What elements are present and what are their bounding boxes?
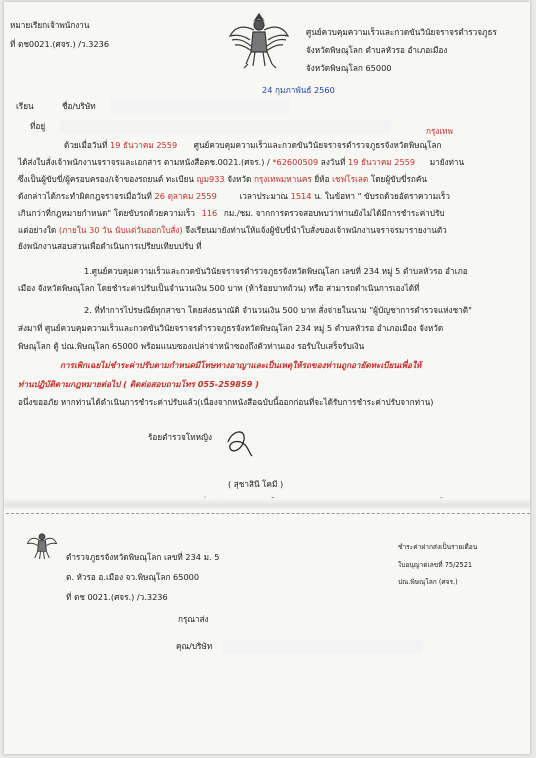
postage-permit-line-1: ชำระค่าฝากส่งเป็นรายเดือน	[398, 543, 478, 551]
text: กม./ชม. จากการตรวจสอบพบว่าท่านยังไม่ได้มีการชำระค่าปรับ	[223, 208, 445, 218]
body-line-6	[18, 225, 447, 236]
body-line-4	[18, 191, 450, 202]
payment-option-1-line-2: เมือง จังหวัดพิษณุโลก โดยชำระค่าปรับเป็นจำนวนเงิน 500 บาท (ห้าร้อยบาทถ้วน) หรือ สามารถดำเนินการเองได้ที่	[18, 283, 420, 293]
text: ด้วยเมื่อวันที่	[64, 140, 108, 150]
text: ดังกล่าวได้กระทำผิดกฎจราจรเมื่อวันที่	[18, 191, 152, 201]
sender-document-number: ที่ ตช 0021.(ศจร.) /ว.3236	[66, 592, 168, 602]
penalty-warning-line-2: ท่านปฏิบัติตามกฎหมายต่อไป ( ติดต่อสอบถามโทร 055-259859 )	[18, 379, 259, 389]
text: ศูนย์ควบคุมความเร็วและกวดขันวินัยจราจรตำรวจภูธรจังหวัดพิษณุโลก	[193, 140, 442, 150]
text: มายังท่าน	[429, 157, 465, 167]
garuda-emblem-icon	[226, 6, 292, 72]
redacted-address	[60, 120, 390, 134]
sender-address-line-2: ต. หัวรอ อ.เมือง จว.พิษณุโลก 65000	[66, 572, 200, 582]
address-label: ที่อยู่	[30, 121, 46, 131]
payment-option-2-line-2: ส่งมาที่ ศูนย์ควบคุมความเร็วและกวดขันวินัยจราจรตำรวจภูธรจังหวัดพิษณุโลก 234 หมู่ 5 ตำบลหัวรอ อำเภอเมือง จังหวัด	[18, 323, 444, 333]
payment-option-1-line-1: 1.ศูนย์ควบคุมความเร็วและกวดขันวินัยจราจรตำรวจภูธรจังหวัดพิษณุโลก เลขที่ 234 หมู่ 5 ตำบลหัวรอ อำเภอ	[84, 266, 468, 276]
offense-date: 26 ตุลาคม 2559	[154, 191, 217, 201]
reference-number: *62600509	[272, 157, 319, 167]
text: ลงวันที่	[320, 157, 346, 167]
text: ซึ่งเป็นผู้ขับขี่/ผู้ครอบครอง/เจ้าของรถยนต์ ทะเบียน	[18, 174, 194, 184]
document-number: ที่ ตช0021.(ศจร.) /ว.3236	[10, 39, 110, 49]
body-line-2	[18, 157, 464, 168]
signer-rank: ร้อยตำรวจโทหญิง	[148, 432, 212, 442]
text: จึงเรียนมายังท่านให้แจ้งผู้ขับขี่นำใบสั่งของเจ้าพนักงานจราจรมารายงานตัว	[185, 225, 447, 235]
office-line-2: จังหวัดพิษณุโลก ตำบลหัวรอ อำเภอเมือง	[306, 45, 448, 55]
office-line-1: ศูนย์ควบคุมความเร็วและกวดขันวินัยจราจรตำรวจภูธร	[306, 27, 497, 37]
to-value: ชื่อ/บริษัท	[62, 101, 96, 111]
paper-fold	[4, 498, 530, 510]
postage-permit-line-2: ใบอนุญาตเลขที่ 75/2521	[398, 561, 473, 569]
offense-time: 1514	[290, 191, 312, 201]
redacted-envelope-recipient	[222, 640, 422, 654]
envelope-recipient-label: คุณ/บริษัท	[176, 641, 213, 651]
signer-name: ( สุชาสินี โคมี )	[228, 479, 284, 489]
text: จังหวัด	[227, 174, 252, 184]
text: ยี่ห้อ	[314, 174, 330, 184]
license-plate: ญม933	[196, 174, 225, 184]
text: แต่อย่างใด	[18, 225, 57, 235]
letter-date: 24 กุมภาพันธ์ 2560	[262, 85, 335, 95]
body-line-7: ยังพนักงานสอบสวนเพื่อดำเนินการเปรียบเทียบปรับ ที่	[18, 241, 202, 251]
vehicle-brand: เชฟโรเลต	[332, 174, 369, 184]
recipient-province: กรุงเทพ	[426, 126, 453, 136]
incident-notice-date: 19 ธันวาคม 2559	[110, 140, 178, 150]
payment-deadline: (ภายใน 30 วัน นับแต่วันออกใบสั่ง)	[58, 225, 183, 235]
plate-province: กรุงเทพมหานคร	[253, 174, 312, 184]
office-line-3: จังหวัดพิษณุโลก 65000	[306, 63, 392, 73]
text: เกินกว่าที่กฎหมายกำหนด" โดยขับรถด้วยความเร็ว	[18, 208, 196, 218]
payment-option-2-line-3: พิษณุโลก ตู้ ปณ.พิษณุโลก 65000 พร้อมแนบซองเปล่าจ่าหน้าซองถึงตัวท่านเอง รอรับใบเสร็จรับเงิน	[18, 341, 365, 351]
body-line-5	[18, 208, 445, 219]
apology-note: อนึ่งขออภัย หากท่านได้ดำเนินการชำระค่าปรับแล้ว(เนื่องจากหนังสือฉบับนี้ออกก่อนที่จะได้รับการชำระค่าปรับจากท่าน)	[18, 397, 434, 407]
body-line-3	[18, 174, 427, 185]
body-line-1	[64, 140, 441, 151]
garuda-emblem-small-icon	[26, 528, 58, 562]
notice-label: หมายเรียกเจ้าพนักงาน	[10, 20, 90, 30]
recorded-speed: 116	[201, 208, 218, 218]
sender-address-line-1: ตำรวจภูธรจังหวัดพิษณุโลก เลขที่ 234 ม. 5	[66, 552, 220, 562]
handwritten-signature	[222, 424, 256, 460]
text: เวลาประมาณ	[239, 191, 289, 201]
redacted-name	[110, 99, 290, 113]
perforation-line	[6, 513, 530, 514]
to-label: เรียน	[16, 101, 34, 111]
postage-permit-line-3: ปณ.พิษณุโลก (ศจร.)	[398, 578, 458, 586]
penalty-warning-line-1: การเพิกเฉยไม่ชำระค่าปรับตามกำหนดมีโทษทางอาญาและเป็นเหตุให้รถของท่านถูกอายัดทะเบียนเพื่อให้	[60, 360, 422, 370]
deliver-to-label: กรุณาส่ง	[178, 614, 209, 624]
text: น. ในข้อหา " ขับรถด้วยอัตราความเร็ว	[314, 191, 450, 201]
reference-date: 19 ธันวาคม 2559	[348, 157, 416, 167]
text: โดยผู้ขับขี่รถคัน	[370, 174, 427, 184]
text: ได้ส่งใบสั่งเจ้าพนักงานจราจรและเอกสาร ตามหนังสือตช.0021.(ศจร.) /	[18, 157, 270, 167]
payment-option-2-line-1: 2. ที่ทำการไปรษณีย์ทุกสาขา โดยส่งธนาณัติ จำนวนเงิน 500 บาท สั่งจ่ายในนาม "ผู้บัญชาการตำรวจแห่งชาติ"	[84, 305, 472, 315]
